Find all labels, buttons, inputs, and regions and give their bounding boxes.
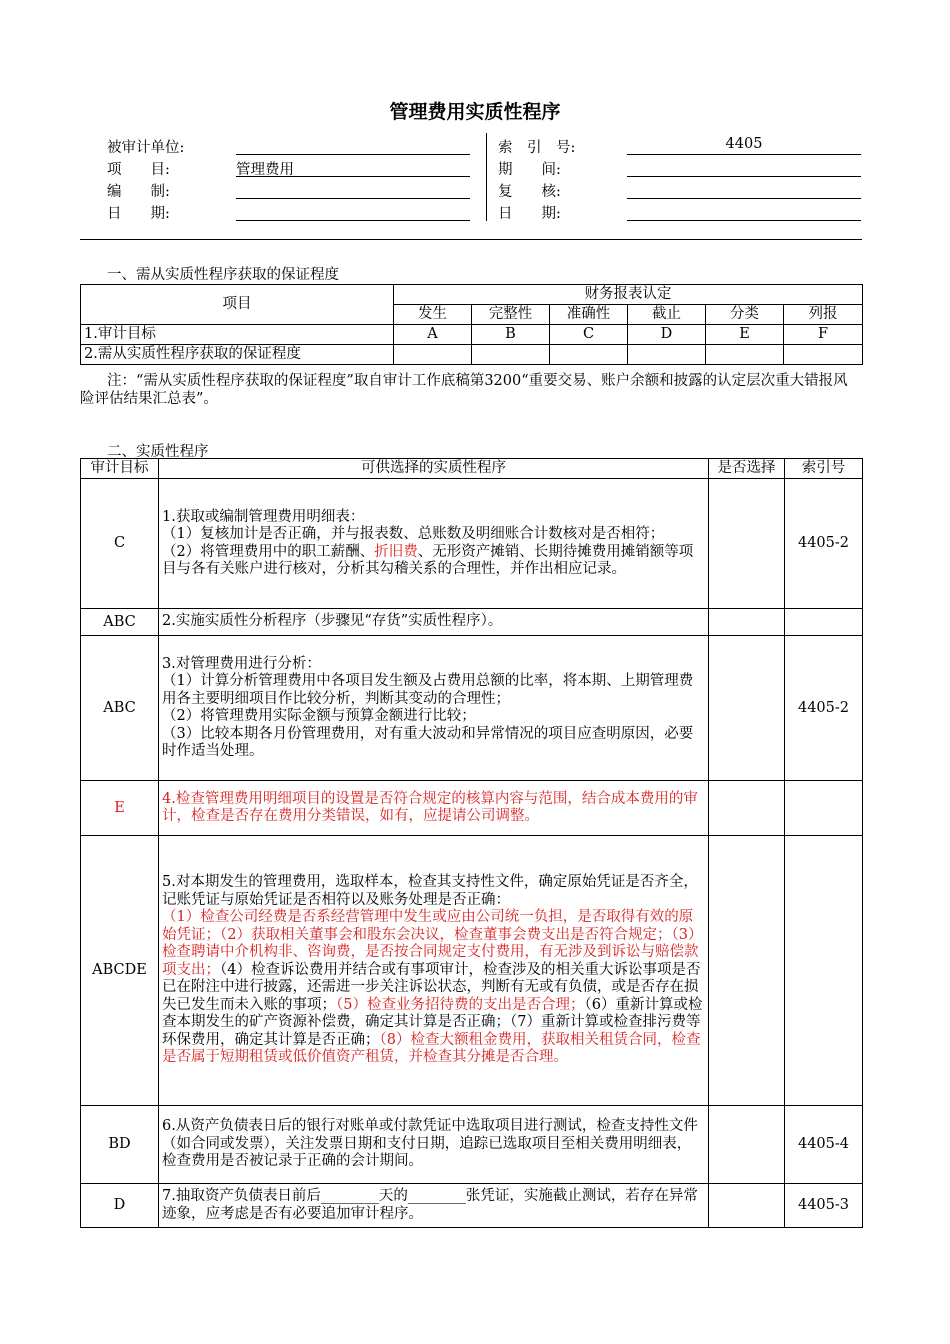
- index-cell: 4405-2: [785, 636, 863, 781]
- procedure-text: [159, 1106, 709, 1184]
- col-header-index: 索引号: [785, 459, 863, 479]
- procedure-text: [159, 609, 709, 636]
- objective-code: E: [706, 325, 784, 345]
- procedure-line: （3）比较本期各月份管理费用，对有重大波动和异常情况的项目应查明原因，必要时作适当处理。: [162, 725, 694, 759]
- objective-cell: ABC: [81, 636, 159, 781]
- procedure-line: 、无形资产摊销、长期待摊费用摊销额等项目与各有关账户进行核对，分析其勾稽关系的合理性，并作出相应记录。: [162, 543, 694, 577]
- assertion-group-header: 财务报表认定: [394, 285, 863, 305]
- assurance-cell[interactable]: [550, 345, 628, 365]
- prepare-date-field[interactable]: [236, 202, 470, 221]
- section1-note: 注：“需从实质性程序获取的保证程度”取自审计工作底稿第3200“重要交易、账户余额和披露的认定层次重大错报风险评估结果汇总表”。: [80, 373, 848, 407]
- procedure-row: [81, 479, 863, 609]
- procedure-line: （6）重新计算或检查本期发生的矿产资源补偿费，确定其计算是否正确；（7）重新计算或检查排污费等环保费用，确定其计算是否正确；: [162, 996, 703, 1048]
- objective-cell: D: [81, 1184, 159, 1228]
- objective-cell: ABCDE: [81, 836, 159, 1106]
- procedure-text: [159, 479, 709, 609]
- assurance-table: [80, 284, 863, 365]
- procedure-line: （2）将管理费用实际金额与预算金额进行比较；: [162, 708, 476, 724]
- assertion-header: 列报: [784, 305, 863, 325]
- objective-code: F: [784, 325, 863, 345]
- objective-cell: E: [81, 781, 159, 836]
- index-cell: 4405-2: [785, 479, 863, 609]
- prepare-date-label: 日 期:: [107, 206, 170, 222]
- selected-cell[interactable]: [709, 479, 785, 609]
- col-header-selected: 是否选择: [709, 459, 785, 479]
- procedure-line: 7.抽取资产负债表日前后________天的________张凭证，实施截止测试，若存在异常迹象，应考虑是否有必要追加审计程序。: [162, 1188, 698, 1222]
- objective-cell: C: [81, 479, 159, 609]
- section1-title: 一、需从实质性程序获取的保证程度: [107, 267, 339, 283]
- procedure-row: [81, 1184, 863, 1228]
- review-date-label: 日 期:: [498, 206, 561, 222]
- selected-cell[interactable]: [709, 1106, 785, 1184]
- procedure-text: [159, 781, 709, 836]
- procedure-line: （1）计算分析管理费用中各项目发生额及占费用总额的比率，将本期、上期管理费用各主要明细项目作比较分析，判断其变动的合理性；: [162, 673, 694, 707]
- procedure-text: [159, 636, 709, 781]
- assurance-level-label: 2.需从实质性程序获取的保证程度: [81, 345, 394, 365]
- reviewer-label: 复 核:: [498, 184, 561, 200]
- procedure-line: （5）检查业务招待费的支出是否合理；: [336, 996, 585, 1013]
- index-field[interactable]: 4405: [627, 136, 861, 155]
- procedure-row: [81, 781, 863, 836]
- index-cell: [785, 836, 863, 1106]
- reviewer-field[interactable]: [627, 180, 861, 199]
- procedure-line: 1.获取或编制管理费用明细表：: [162, 508, 365, 525]
- selected-cell[interactable]: [709, 636, 785, 781]
- item-label: 项 目:: [107, 162, 170, 178]
- procedure-line: （8）检查大额租金费用，获取相关租赁合同，检查是否属于短期租赁或低价值资产租赁，并检查其分摊是否合理。: [162, 1031, 701, 1066]
- header-divider: [486, 133, 487, 221]
- assertion-header: 分类: [706, 305, 784, 325]
- preparer-field[interactable]: [236, 180, 470, 199]
- procedures-table: [80, 458, 863, 1228]
- objective-code: C: [550, 325, 628, 345]
- objective-code: D: [628, 325, 706, 345]
- selected-cell[interactable]: [709, 781, 785, 836]
- auditee-field[interactable]: [236, 136, 470, 155]
- section2-title: 二、实质性程序: [107, 444, 209, 460]
- assurance-cell[interactable]: [706, 345, 784, 365]
- period-field[interactable]: [627, 158, 861, 177]
- procedure-line: 4.检查管理费用明细项目的设置是否符合规定的核算内容与范围，结合成本费用的审计，检查是否存在费用分类错误，如有，应提请公司调整。: [162, 790, 698, 824]
- index-cell: 4405-3: [785, 1184, 863, 1228]
- procedure-row: [81, 836, 863, 1106]
- item-header: 项目: [81, 285, 394, 325]
- assertion-header: 完整性: [472, 305, 550, 325]
- objective-code: B: [472, 325, 550, 345]
- selected-cell[interactable]: [709, 609, 785, 636]
- audit-objective-label: 1.审计目标: [81, 325, 394, 345]
- objective-cell: ABC: [81, 609, 159, 636]
- selected-cell[interactable]: [709, 836, 785, 1106]
- procedure-line: 3.对管理费用进行分析：: [162, 655, 321, 672]
- assurance-cell[interactable]: [628, 345, 706, 365]
- procedure-line: （2）将管理费用中的职工薪酬、: [162, 543, 375, 560]
- index-cell: 4405-4: [785, 1106, 863, 1184]
- procedure-row: [81, 636, 863, 781]
- procedure-line: （4）检查诉讼费用并结合或有事项审计，检查涉及的相关重大诉讼事项是否已在附注中进行披露，还需进一步关注诉讼状态，判断有无或有负债，或是否存在损失已发生而未入账的事项；: [162, 961, 701, 1013]
- procedure-line: （1）检查公司经费是否系经营管理中发生或应由公司统一负担，是否取得有效的原始凭证；（2）获取相关董事会和股东会决议，检查董事会费支出是否符合规定；（3）检查聘请中介机构非、咨询费，是否按合同规定支付费用，有无涉及到诉讼与赔偿款项支出；: [162, 909, 703, 978]
- assertion-header: 截止: [628, 305, 706, 325]
- procedure-line: 5.对本期发生的管理费用，选取样本，检查其支持性文件，确定原始凭证是否齐全，记账凭证与原始凭证是否相符以及账务处理是否正确：: [162, 874, 698, 908]
- procedure-line: 折旧费: [374, 543, 418, 560]
- procedure-line: 2.实施实质性分析程序（步骤见“存货”实质性程序）。: [162, 613, 503, 630]
- procedure-text: [159, 1184, 709, 1228]
- index-cell: [785, 609, 863, 636]
- col-header-procedure: 可供选择的实质性程序: [159, 459, 709, 479]
- index-label: 索 引 号:: [498, 140, 576, 156]
- objective-code: A: [394, 325, 472, 345]
- assurance-cell[interactable]: [394, 345, 472, 365]
- item-field[interactable]: 管理费用: [236, 158, 470, 177]
- auditee-label: 被审计单位:: [107, 140, 185, 156]
- procedure-text: [159, 836, 709, 1106]
- index-cell: [785, 781, 863, 836]
- assertion-header: 发生: [394, 305, 472, 325]
- page-title: 管理费用实质性程序: [389, 101, 561, 123]
- procedure-row: [81, 609, 863, 636]
- selected-cell[interactable]: [709, 1184, 785, 1228]
- assurance-cell[interactable]: [784, 345, 863, 365]
- col-header-objective: 审计目标: [81, 459, 159, 479]
- period-label: 期 间:: [498, 162, 561, 178]
- procedure-line: （1）复核加计是否正确，并与报表数、总账数及明细账合计数核对是否相符；: [162, 526, 665, 542]
- procedure-row: [81, 1106, 863, 1184]
- procedure-line: 6.从资产负债表日后的银行对账单或付款凭证中选取项目进行测试，检查支持性文件（如合同或发票），关注发票日期和支付日期，追踪已选取项目至相关费用明细表，检查费用是否被记录于正确的会计期间。: [162, 1118, 698, 1170]
- assertion-header: 准确性: [550, 305, 628, 325]
- review-date-field[interactable]: [627, 202, 861, 221]
- preparer-label: 编 制:: [107, 184, 170, 200]
- header-rule: [80, 239, 862, 240]
- objective-cell: BD: [81, 1106, 159, 1184]
- assurance-cell[interactable]: [472, 345, 550, 365]
